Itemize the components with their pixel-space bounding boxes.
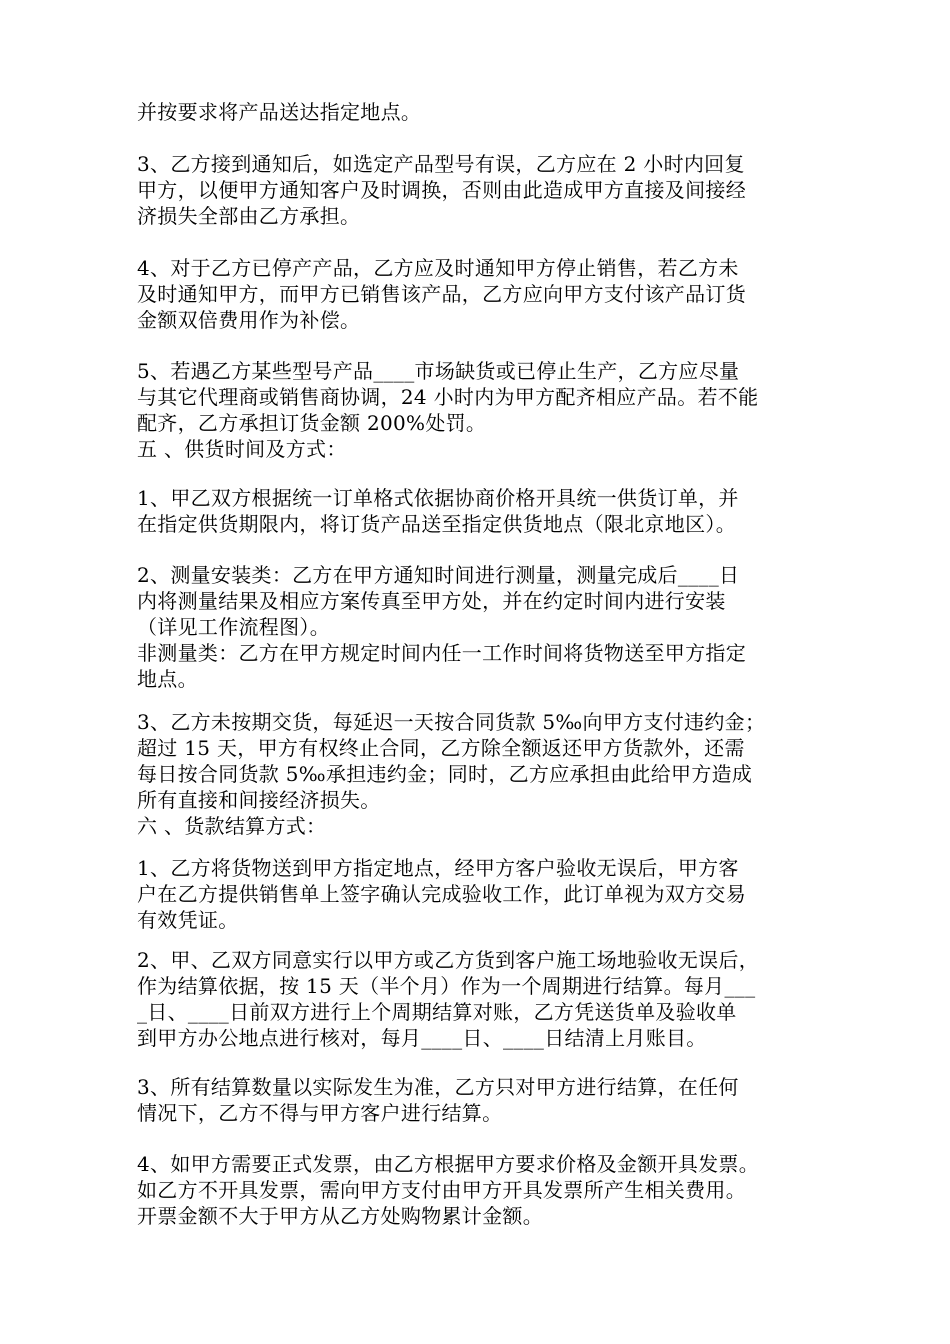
text-line: 配齐，乙方承担订货金额 200%处罚。 (137, 411, 487, 435)
text-line: 户在乙方提供销售单上签字确认完成验收工作，此订单视为双方交易 (137, 882, 746, 906)
paragraph-model-error-clause (137, 151, 827, 229)
text-line: （详见工作流程图）。 (137, 615, 330, 639)
text-line: 金额双倍费用作为补偿。 (137, 308, 361, 332)
text-line: 3、乙方接到通知后，如选定产品型号有误，乙方应在 2 小时内回复 (137, 152, 745, 176)
text-line: 济损失全部由乙方承担。 (137, 204, 361, 228)
text-line: 与其它代理商或销售商协调，24 小时内为甲方配齐相应产品。若不能 (137, 385, 759, 409)
text-line: 1、乙方将货物送到甲方指定地点，经甲方客户验收无误后，甲方客 (137, 856, 739, 880)
paragraph-delivery-location (137, 99, 827, 125)
text-line: 每日按合同货款 5‰承担违约金；同时，乙方应承担由此给甲方造成 (137, 762, 753, 786)
paragraph-late-delivery-clause (137, 709, 827, 839)
document-page (137, 0, 827, 1344)
text-line: 作为结算依据，按 15 天（半个月）作为一个周期进行结算。每月___ (137, 974, 756, 998)
text-line: 到甲方办公地点进行核对，每月____日、____日结清上月账目。 (137, 1026, 707, 1050)
text-line: 及时通知甲方，而甲方已销售该产品，乙方应向甲方支付该产品订货 (137, 282, 746, 306)
text-line: _日、____日前双方进行上个周期结算对账，乙方凭送货单及验收单 (137, 1000, 737, 1024)
text-line: 开票金额不大于甲方从乙方处购物累计金额。 (137, 1204, 543, 1228)
text-line: 并按要求将产品送达指定地点。 (137, 100, 422, 124)
text-line: 2、测量安装类：乙方在甲方通知时间进行测量，测量完成后____日 (137, 563, 740, 587)
paragraph-measurement-installation-clause (137, 562, 827, 692)
text-line: 超过 15 天，甲方有权终止合同，乙方除全额返还甲方货款外，还需 (137, 736, 745, 760)
text-line: 1、甲乙双方根据统一订单格式依据协商价格开具统一供货订单，并 (137, 486, 739, 510)
section-heading-payment-settlement: 六 、货款结算方式： (137, 814, 327, 838)
section-heading-supply-time: 五 、供货时间及方式： (137, 437, 347, 461)
text-line: 内将测量结果及相应方案传真至甲方处，并在约定时间内进行安装 (137, 589, 726, 613)
text-line: 5、若遇乙方某些型号产品____市场缺货或已停止生产，乙方应尽量 (137, 359, 740, 383)
paragraph-shortage-clause (137, 358, 827, 462)
text-line: 非测量类：乙方在甲方规定时间内任一工作时间将货物送至甲方指定 (137, 641, 746, 665)
paragraph-settlement-party-clause (137, 1074, 827, 1126)
text-line: 在指定供货期限内，将订货产品送至指定供货地点（限北京地区）。 (137, 512, 736, 536)
text-line: 地点。 (137, 667, 198, 691)
paragraph-settlement-cycle-clause (137, 947, 827, 1051)
text-line: 3、所有结算数量以实际发生为准，乙方只对甲方进行结算，在任何 (137, 1075, 739, 1099)
paragraph-discontinued-product-clause (137, 255, 827, 333)
text-line: 甲方，以便甲方通知客户及时调换，否则由此造成甲方直接及间接经 (137, 178, 746, 202)
text-line: 如乙方不开具发票，需向甲方支付由甲方开具发票所产生相关费用。 (137, 1178, 746, 1202)
text-line: 4、对于乙方已停产产品，乙方应及时通知甲方停止销售，若乙方未 (137, 256, 739, 280)
paragraph-invoice-clause (137, 1151, 827, 1229)
text-line: 有效凭证。 (137, 908, 239, 932)
text-line: 4、如甲方需要正式发票，由乙方根据甲方要求价格及金额开具发票。 (137, 1152, 760, 1176)
text-line: 情况下，乙方不得与甲方客户进行结算。 (137, 1101, 503, 1125)
paragraph-acceptance-clause (137, 855, 827, 933)
text-line: 2、甲、乙双方同意实行以甲方或乙方货到客户施工场地验收无误后， (137, 948, 760, 972)
paragraph-order-format-clause (137, 485, 827, 537)
text-line: 所有直接和间接经济损失。 (137, 788, 381, 812)
text-line: 3、乙方未按期交货，每延迟一天按合同货款 5‰向甲方支付违约金； (137, 710, 766, 734)
